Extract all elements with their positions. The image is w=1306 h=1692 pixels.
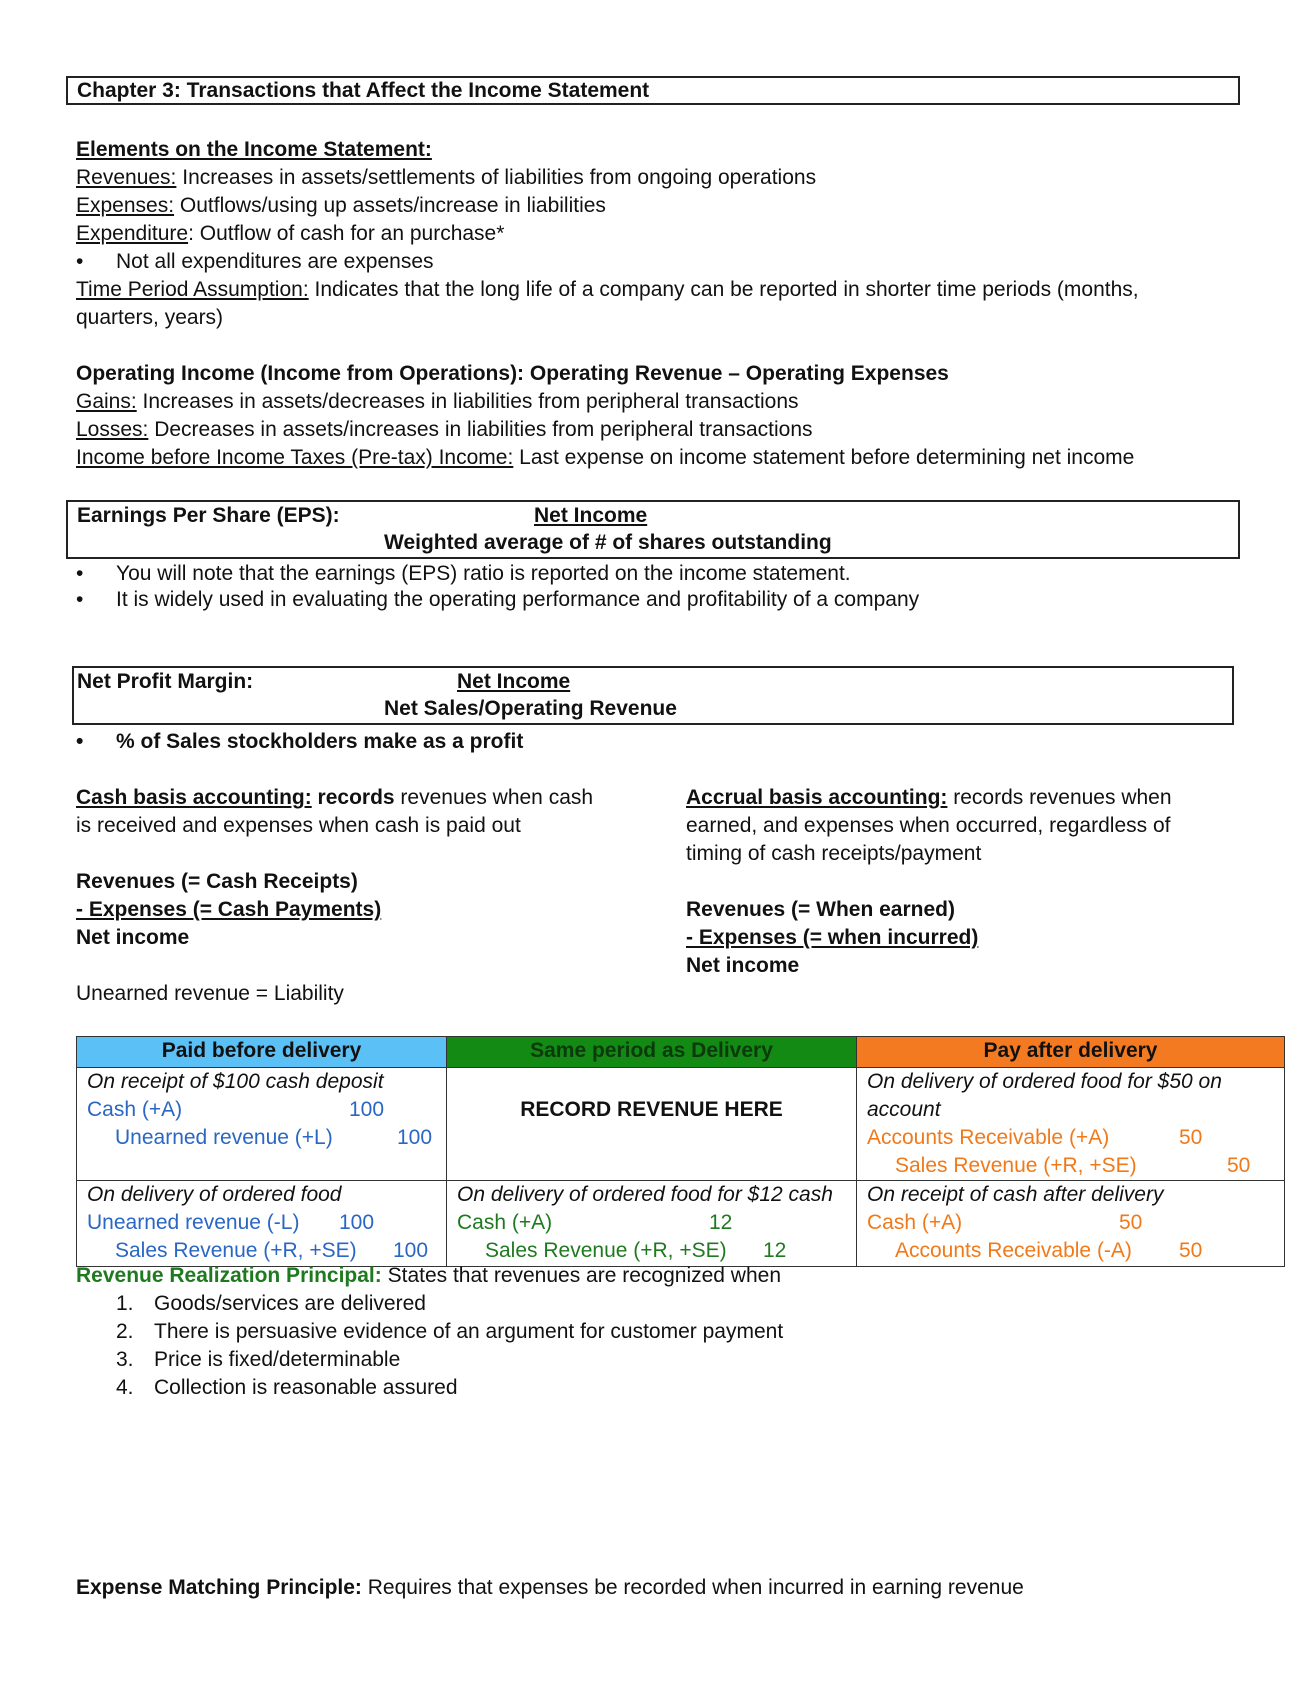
gains-term: Gains: [76,390,137,413]
table-cell [857,1181,1285,1267]
cash-basis-net-income: Net income [76,926,190,949]
entry-account: Cash (+A) [457,1211,553,1234]
unearned-revenue-note: Unearned revenue = Liability [76,982,344,1005]
list-number: 3. [116,1348,134,1371]
entry-account: Sales Revenue (+R, +SE) [895,1154,1137,1177]
matching-definition [76,1574,1024,1602]
table-header-row [77,1037,1285,1068]
pretax-term: Income before Income Taxes (Pre-tax) Income: [76,446,514,469]
entry-amount: 100 [349,1098,385,1121]
entry-account: Cash (+A) [87,1098,183,1121]
table-row [77,1181,1285,1267]
gains-definition [76,388,799,416]
realization-text: States that revenues are recognized when [381,1264,782,1287]
entry-amount: 50 [1179,1239,1203,1262]
npm-formula-box [72,666,1234,725]
entry-amount: 50 [1119,1211,1143,1234]
eps-numerator: Net Income [534,504,648,527]
expenses-text: Outflows/using up assets/increase in liabilities [174,194,606,217]
entry-title: On receipt of $100 cash deposit [87,1070,384,1093]
table-row [77,1068,1285,1181]
list-item-text: Goods/services are delivered [154,1292,426,1315]
list-number: 2. [116,1320,134,1343]
entry-amount: 100 [339,1211,375,1234]
eps-denominator: Weighted average of # of shares outstanding [384,531,832,554]
expenditure-definition [76,220,504,248]
entry-amount: 12 [763,1239,787,1262]
entry-title: On receipt of cash after delivery [867,1183,1164,1206]
operating-income-heading: Operating Income (Income from Operations): Operating Revenue – Operating Expenses [76,362,949,385]
table-cell [77,1181,447,1267]
accrual-basis-revenues: Revenues (= When earned) [686,898,955,921]
time-period-text: Indicates that the long life of a company can be reported in shorter time periods (months, [308,278,1139,301]
entry-account: Cash (+A) [867,1211,963,1234]
list-number: 1. [116,1292,134,1315]
list-item [116,1346,400,1374]
cash-basis-revenues: Revenues (= Cash Receipts) [76,870,358,893]
chapter-title: Chapter 3: Transactions that Affect the Income Statement [77,79,650,102]
pretax-text: Last expense on income statement before determining net income [513,446,1135,469]
list-item-text: Collection is reasonable assured [154,1376,458,1399]
header-pay-after: Pay after delivery [857,1037,1285,1068]
time-period-text-cont: quarters, years) [76,306,224,329]
list-item-text: There is persuasive evidence of an argument for customer payment [154,1320,784,1343]
entry-title: On delivery of ordered food for $12 cash [457,1183,833,1206]
pretax-definition [76,444,1134,472]
entry-account: Accounts Receivable (+A) [867,1126,1110,1149]
cash-basis-expenses: - Expenses (= Cash Payments) [76,898,382,921]
chapter-title-box [66,76,1240,105]
eps-label: Earnings Per Share (EPS): [77,504,340,527]
entry-amount: 100 [393,1239,429,1262]
entry-account: Sales Revenue (+R, +SE) [115,1239,357,1262]
time-period-term: Time Period Assumption: [76,278,309,301]
expenditure-text: : Outflow of cash for an purchase* [188,222,505,245]
list-item-text: % of Sales stockholders make as a profit [116,730,524,753]
npm-numerator: Net Income [457,670,571,693]
accrual-basis-definition [686,784,1172,812]
record-revenue-label: RECORD REVENUE HERE [520,1098,783,1121]
header-paid-before: Paid before delivery [77,1037,447,1068]
cash-basis-text-cont: is received and expenses when cash is paid out [76,814,521,837]
list-item [116,1374,458,1402]
cash-basis-term: Cash basis accounting: [76,786,312,809]
cash-basis-definition [76,784,593,812]
elements-heading: Elements on the Income Statement: [76,138,432,161]
realization-term: Revenue Realization Principal: [76,1264,382,1287]
list-item [76,586,919,614]
entry-amount: 12 [709,1211,733,1234]
entry-amount: 100 [397,1126,433,1149]
table-cell [447,1181,857,1267]
losses-text: Decreases in assets/increases in liabilities from peripheral transactions [148,418,813,441]
eps-formula-box [66,500,1240,559]
gains-text: Increases in assets/decreases in liabilities from peripheral transactions [136,390,799,413]
list-item [76,560,851,588]
entry-title: On delivery of ordered food for $50 on [867,1070,1222,1093]
list-item [116,1290,426,1318]
entry-title-cont: account [867,1098,941,1121]
revenues-text: Increases in assets/settlements of liabilities from ongoing operations [176,166,817,189]
accrual-basis-net-income: Net income [686,954,800,977]
bullet-icon: • [76,250,84,273]
entry-amount: 50 [1227,1154,1251,1177]
expenditure-term: Expenditure [76,222,189,245]
losses-term: Losses: [76,418,149,441]
list-item [76,248,434,276]
expenses-term: Expenses: [76,194,175,217]
entry-title: On delivery of ordered food [87,1183,342,1206]
bullet-icon: • [76,562,84,585]
list-item-text: It is widely used in evaluating the operating performance and profitability of a company [116,588,920,611]
cash-basis-text: revenues when cash [394,786,594,809]
realization-definition [76,1262,781,1290]
list-item-text: Price is fixed/determinable [154,1348,401,1371]
list-item-text: Not all expenditures are expenses [116,250,434,273]
accrual-basis-text: records revenues when [947,786,1172,809]
matching-text: Requires that expenses be recorded when incurred in earning revenue [361,1576,1024,1599]
revenue-timing-table [76,1036,1285,1267]
time-period-definition [76,276,1139,304]
accrual-basis-text-cont: earned, and expenses when occurred, regardless of [686,814,1171,837]
entry-account: Unearned revenue (-L) [87,1211,300,1234]
cash-basis-records: records [311,786,395,809]
accrual-basis-term: Accrual basis accounting: [686,786,948,809]
table-cell [447,1068,857,1181]
accrual-basis-text-cont: timing of cash receipts/payment [686,842,982,865]
losses-definition [76,416,813,444]
list-item [116,1318,783,1346]
list-item [76,728,523,756]
accrual-basis-expenses: - Expenses (= when incurred) [686,926,979,949]
list-number: 4. [116,1376,134,1399]
revenues-definition [76,164,816,192]
table-cell [857,1068,1285,1181]
npm-label: Net Profit Margin: [77,670,254,693]
list-item-text: You will note that the earnings (EPS) ratio is reported on the income statement. [116,562,851,585]
header-same-period: Same period as Delivery [447,1037,857,1068]
revenues-term: Revenues: [76,166,177,189]
bullet-icon: • [76,730,84,753]
matching-term: Expense Matching Principle: [76,1576,362,1599]
table-cell [77,1068,447,1181]
bullet-icon: • [76,588,84,611]
expenses-definition [76,192,606,220]
entry-amount: 50 [1179,1126,1203,1149]
entry-account: Sales Revenue (+R, +SE) [485,1239,727,1262]
entry-account: Unearned revenue (+L) [115,1126,333,1149]
npm-denominator: Net Sales/Operating Revenue [384,697,677,720]
entry-account: Accounts Receivable (-A) [895,1239,1132,1262]
